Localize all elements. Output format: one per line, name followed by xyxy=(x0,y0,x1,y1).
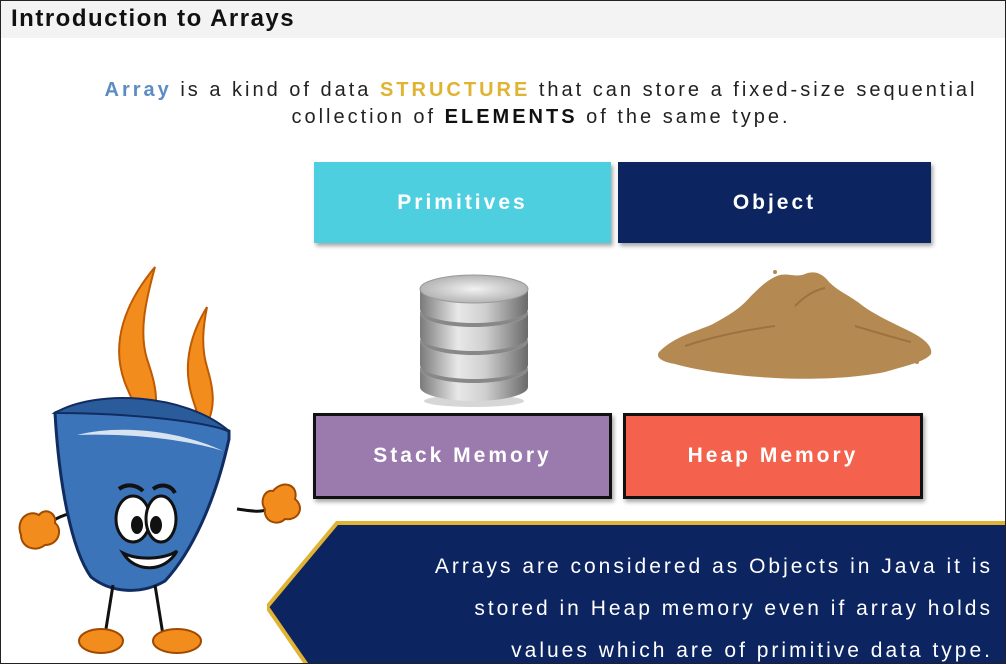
array-keyword: Array xyxy=(104,79,172,101)
stack-memory-box xyxy=(313,413,612,499)
intro-part-3: of the same type. xyxy=(577,106,791,128)
note-line-3: values which are of primitive data type. xyxy=(511,639,993,662)
elements-keyword: ELEMENTS xyxy=(444,106,578,128)
intro-text xyxy=(101,77,981,131)
object-label: Object xyxy=(732,190,817,214)
primitives-box xyxy=(314,162,611,243)
note-line-2: stored in Heap memory even if array holds xyxy=(474,597,993,620)
title-bar xyxy=(1,1,1005,38)
primitives-label: Primitives xyxy=(397,190,528,214)
heap-memory-box xyxy=(623,413,923,499)
database-icon xyxy=(415,273,533,408)
stack-memory-label: Stack Memory xyxy=(373,444,552,467)
sand-pile-icon xyxy=(655,266,935,386)
object-box xyxy=(618,162,931,243)
structure-keyword: STRUCTURE xyxy=(379,79,531,101)
note-line-1: Arrays are considered as Objects in Java it is xyxy=(434,555,993,578)
note-text xyxy=(381,546,993,664)
intro-part-1: is a kind of data xyxy=(171,79,380,101)
heap-memory-label: Heap Memory xyxy=(687,444,859,467)
java-cup-mascot xyxy=(15,263,305,663)
intro-part-2: that can store a fixed-size sequential collection of xyxy=(291,79,978,128)
page-title: Introduction to Arrays xyxy=(11,5,296,32)
